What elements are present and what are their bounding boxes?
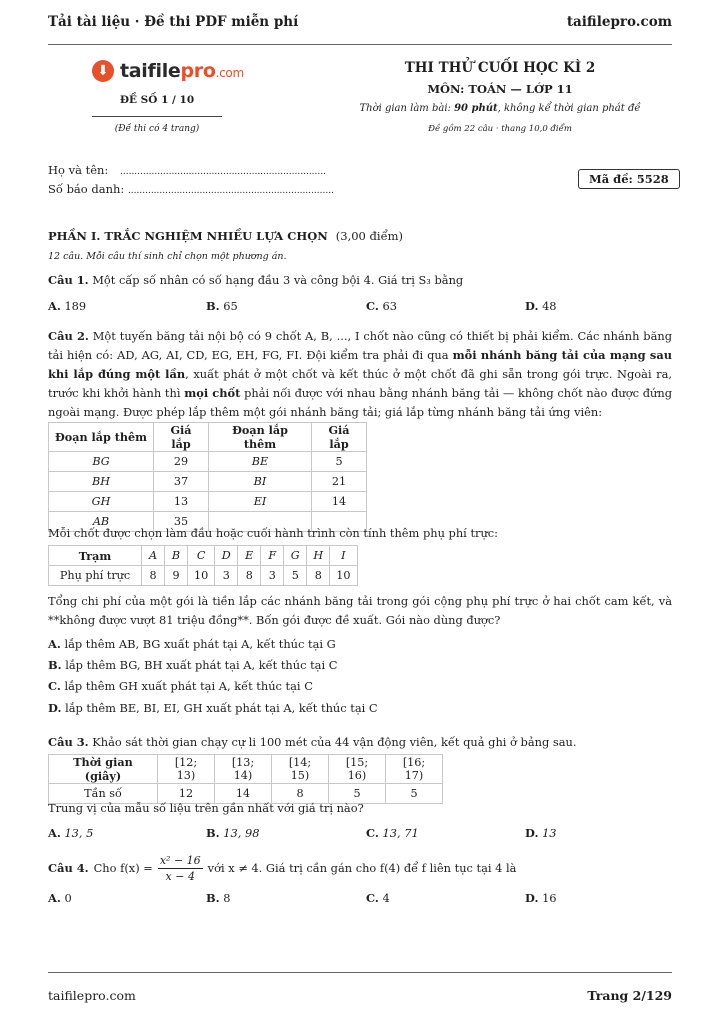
fraction: $\frac{\text{x² − 16}}{x - 4}$: [159, 854, 201, 883]
option-d[interactable]: D. 48: [525, 299, 557, 313]
question-2-fee-intro: Mỗi chốt được chọn làm đầu hoặc cuối hành trình còn tính thêm phụ phí trực:: [48, 526, 499, 540]
question-4-options: [48, 891, 672, 910]
exam-title: THI THỬ CUỐI HỌC KÌ 2: [404, 60, 596, 76]
running-time-table: [48, 754, 443, 804]
exam-summary: Đề gồm 22 câu · thang 10,0 điểm: [428, 124, 572, 134]
question-3-ask: Trung vị của mẫu số liệu trên gần nhất với giá trị nào?: [48, 801, 364, 815]
option-b[interactable]: B. 8: [206, 891, 231, 905]
exam-time: Thời gian làm bài: 90 phút, không kể thời gian phát đề: [359, 103, 641, 114]
section-title: PHẦN I. TRẮC NGHIỆM NHIỀU LỰA CHỌN (3,00 điểm): [48, 229, 404, 243]
logo-wordmark: taifilepro.com: [120, 60, 244, 82]
question-1-options: [48, 299, 672, 318]
exam-code-badge: Mã đề: 5528: [578, 169, 680, 189]
option-c[interactable]: C. 13, 71: [366, 826, 419, 840]
table-header-row: Đoạn lắp thêm Giá lắp Đoạn lắp thêm Giá lắp: [49, 423, 367, 452]
exam-number-underline: [92, 116, 222, 117]
option-a[interactable]: A. 0: [48, 891, 72, 905]
table-row: BG 29 BE 5: [49, 452, 367, 472]
student-id-field[interactable]: Số báo danh: ........................................................................: [48, 182, 334, 196]
option-c[interactable]: C. lắp thêm GH xuất phát tại A, kết thúc tại C: [48, 679, 313, 693]
header-divider: [48, 44, 672, 45]
option-c[interactable]: C. 63: [366, 299, 397, 313]
footer-divider: [48, 972, 672, 973]
exam-subject: MÔN: TOÁN — LỚP 11: [427, 82, 573, 96]
table-row: AB 35: [49, 512, 367, 532]
option-d[interactable]: D. lắp thêm BE, BI, EI, GH xuất phát tại A, kết thúc tại C: [48, 701, 378, 715]
question-3-options: [48, 826, 672, 845]
header-site-link[interactable]: taifilepro.com: [566, 14, 672, 30]
question-1: Câu 1. Một cấp số nhân có số hạng đầu 3 và công bội 4. Giá trị S₃ bằng: [48, 273, 464, 287]
question-3: Câu 3. Khảo sát thời gian chạy cự li 100 mét của 44 vận động viên, kết quả ghi ở bảng sau.: [48, 735, 577, 749]
exam-number: ĐỀ SỐ 1 / 10: [119, 94, 195, 106]
header-left-text: Tải tài liệu · Đề thi PDF miễn phí: [48, 14, 299, 30]
option-b[interactable]: B. 65: [206, 299, 238, 313]
option-a[interactable]: A. 189: [48, 299, 87, 313]
page-number: Trang 2/129: [587, 988, 672, 1003]
section-note: 12 câu. Mỗi câu thí sinh chỉ chọn một phương án.: [48, 251, 287, 262]
table-row: BH 37 BI 21: [49, 472, 367, 492]
table-row: Tần số 12 14 8 5 5: [49, 784, 443, 804]
question-2: Câu 2. Một tuyến băng tải nội bộ có 9 chốt A, B, ..., I chốt nào cũng có thiết bị phải kiểm. Các nhánh băng tải hiện có: AD, AG, AI, CD, EG, EH, FG, FI. Đội kiểm tra phải đi qua mỗi nhánh băng tải của mạng sau khi lắp đúng một lần, xuất phát ở một chốt và kết thúc ở một chốt đã ghi sẵn trong gói trực. Ngoài ra, trước khi khởi hành thì mọi chốt phải nối được với nhau bằng nhánh băng tải — không chốt nào được đứng ngoài mạng. Được phép lắp thêm một gói nhánh băng tải; giá lắp từng nhánh băng tải ứng viên:: [48, 329, 673, 419]
table-row: Phụ phí trực 8 9 10 3 8 3 5 8 10: [49, 566, 358, 586]
question-2-condition: Tổng chi phí của một gói là tiền lắp các nhánh băng tải trong gói cộng phụ phí trực ở hai chốt cam kết, và **không được vượt 81 triệu đồng**. Bốn gói được đề xuất. Gói nào dùng được?: [48, 594, 672, 627]
pages-note: (Đề thi có 4 trang): [114, 124, 200, 134]
table-row: GH 13 EI 14: [49, 492, 367, 512]
option-d[interactable]: D. 13: [525, 826, 557, 840]
install-cost-table: [48, 422, 367, 532]
question-4: Câu 4. Cho f(x) = $\frac{\text{x² − 16}}{x - 4}$ với x ≠ 4. Giá trị cần gán cho f(4) để f liên tục tại 4 là: [48, 854, 517, 883]
option-c[interactable]: C. 4: [366, 891, 390, 905]
student-name-field[interactable]: Họ và tên: ........................................................................: [48, 163, 326, 177]
option-a[interactable]: A. lắp thêm AB, BG xuất phát tại A, kết thúc tại G: [48, 637, 336, 651]
option-b[interactable]: B. 13, 98: [206, 826, 260, 840]
station-fee-table: [48, 545, 358, 586]
footer-site-link[interactable]: taifilepro.com: [48, 988, 136, 1003]
option-b[interactable]: B. lắp thêm BG, BH xuất phát tại A, kết thúc tại C: [48, 658, 338, 672]
download-arrow-icon: ⬇: [92, 60, 114, 82]
option-a[interactable]: A. 13, 5: [48, 826, 94, 840]
table-header-row: Trạm A B C D E F G H I: [49, 546, 358, 566]
site-logo[interactable]: [92, 60, 244, 82]
option-d[interactable]: D. 16: [525, 891, 557, 905]
table-header-row: Thời gian (giây) [12; 13) [13; 14) [14; 15) [15; 16) [16; 17): [49, 755, 443, 784]
